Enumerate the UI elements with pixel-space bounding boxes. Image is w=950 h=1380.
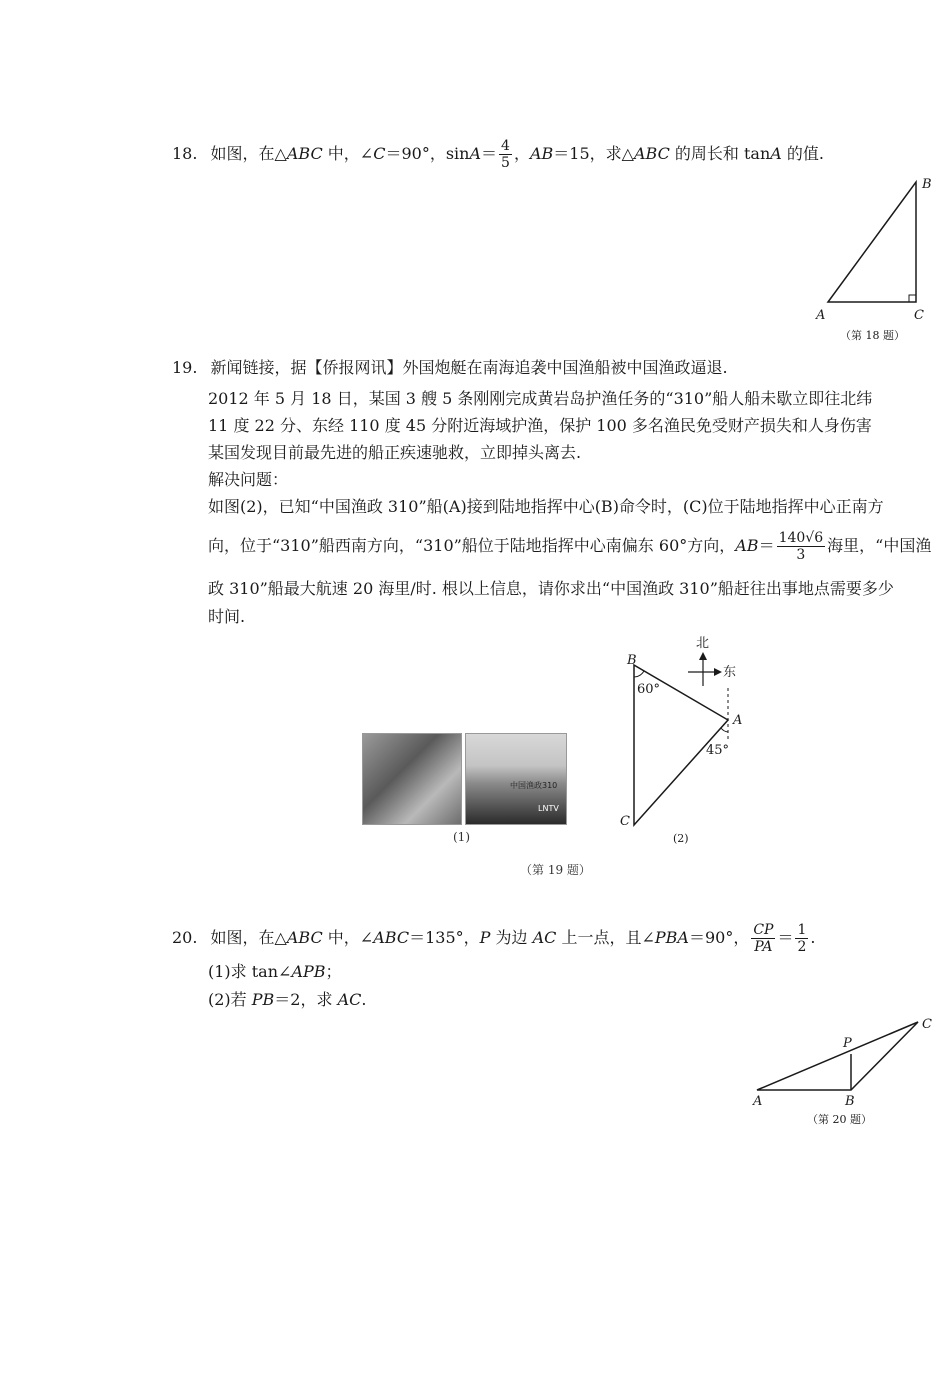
q19-line3: 11 度 22 分、东经 110 度 45 分附近海域护渔，保护 100 多名渔民免受财产损失和人身伤害: [208, 416, 872, 435]
q19-angle-A-arc: [721, 728, 728, 732]
q18-label-A: A: [816, 308, 826, 323]
q19-map-photo: [362, 733, 462, 825]
q19-fraction: $\frac{140√6}{3}$: [778, 530, 824, 563]
q20-label-C: C: [922, 1017, 932, 1032]
q19-north-arrow-icon: [699, 652, 707, 660]
q18-caption: （第 18 题）: [840, 329, 905, 342]
q19-caption: （第 19 题）: [520, 863, 591, 877]
q20-caption: （第 20 题）: [807, 1113, 872, 1126]
q19-line7: 向，位于“310”船西南方向，“310”船位于陆地指挥中心南偏东 60°方向，AB＝ $\frac{140√6}{3}$ 海里，“中国渔: [208, 530, 932, 563]
q19-east-arrow-icon: [714, 668, 722, 676]
q19-east-label: 东: [723, 665, 737, 680]
q18-fraction: $\frac{4}{5}$: [501, 138, 510, 171]
q19-line6: 如图(2)，已知“中国渔政 310”船(A)接到陆地指挥中心(B)命令时，(C)位于陆地指挥中心正南方: [208, 497, 884, 516]
q19-angle-A-label: 45°: [706, 743, 730, 758]
q19-line2: 2012 年 5 月 18 日，某国 3 艘 5 条刚刚完成黄岩岛护渔任务的“310”船人船未歇立即往北纬: [208, 389, 873, 408]
q20-label-B: B: [845, 1094, 855, 1109]
q19-number: 19.: [172, 358, 198, 377]
q18-label-C: C: [914, 308, 924, 323]
q20-figure: [745, 1010, 940, 1130]
q20-label-P: P: [843, 1036, 852, 1051]
q19-angle-B-label: 60°: [637, 682, 661, 697]
q18-figure: [810, 170, 940, 350]
q20-number: 20.: [172, 928, 198, 947]
q19-ship-photo-text: 中国渔政310: [510, 781, 558, 790]
q19-angle-B-arc: [634, 671, 644, 677]
q19-label-C: C: [620, 814, 630, 829]
q18-number: 18.: [172, 144, 198, 163]
q19-figure: [600, 630, 780, 855]
q19-sub2-label: (2): [673, 832, 689, 845]
q20-label-A: A: [753, 1094, 763, 1109]
q20-text: 20. 如图，在△ABC 中，∠ABC＝135°，P 为边 AC 上一点，且∠PBA＝90°， $\frac{CP}{PA}$ ＝ $\frac{1}{2}$ .: [172, 922, 816, 955]
q19-line8: 政 310”船最大航速 20 海里/时. 根以上信息，请你求出“中国渔政 310”船赶往出事地点需要多少: [208, 579, 894, 598]
q19-label-B: B: [627, 653, 637, 668]
q20-sub1: (1)求 tan∠APB；: [208, 962, 342, 981]
q19-sub1-label: (1): [453, 830, 470, 844]
q18-right-angle-mark: [909, 295, 916, 302]
q19-north-label: 北: [696, 636, 710, 651]
q19-line1: 19. 新闻链接，据【侨报网讯】外国炮艇在南海追袭中国渔船被中国渔政逼退.: [172, 358, 728, 377]
q19-label-A: A: [733, 713, 743, 728]
q18-triangle: [828, 182, 916, 302]
q19-line4: 某国发现目前最先进的船正疾速驰救，立即掉头离去.: [208, 443, 582, 462]
q18-label-B: B: [922, 177, 932, 192]
q19-line9: 时间.: [208, 607, 246, 626]
q20-fraction-cp-pa: $\frac{CP}{PA}$: [753, 922, 774, 955]
q19-ship-photo: [465, 733, 567, 825]
q20-fraction-half: $\frac{1}{2}$: [797, 922, 807, 955]
q20-sub2: (2)若 PB＝2，求 AC.: [208, 990, 367, 1009]
q19-line5: 解决问题：: [208, 470, 289, 489]
q19-ship-photo-logo: LNTV: [538, 804, 559, 813]
q20-triangle: [757, 1022, 918, 1090]
q18-text: 18. 如图，在△ABC 中，∠C＝90°，sinA＝ $\frac{4}{5}$ ，AB＝15，求△ABC 的周长和 tanA 的值.: [172, 138, 825, 171]
